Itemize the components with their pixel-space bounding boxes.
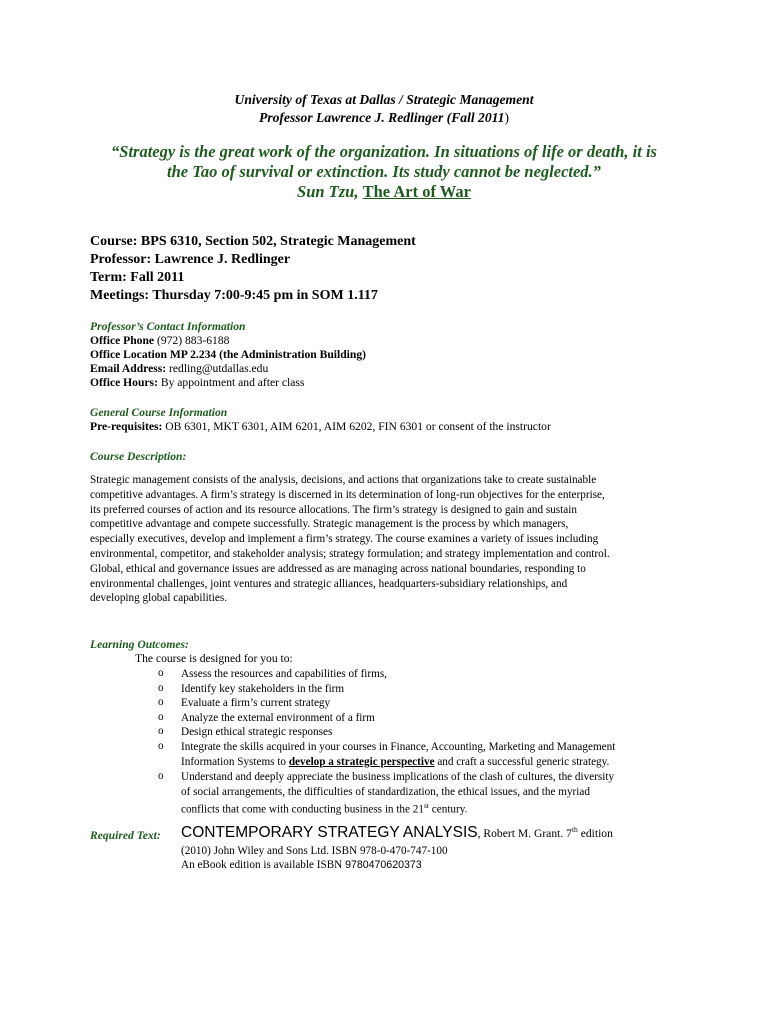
course-description-heading: Course Description: [90,450,187,463]
learning-outcomes-heading: Learning Outcomes: [90,638,189,651]
professor-term-heading [0,110,768,126]
outcome-item-integrate [181,740,615,769]
term-line: Term: Fall 2011 [90,270,185,285]
book-publisher-line: (2010) John Wiley and Sons Ltd. ISBN 978-0-470-747-100 [181,845,448,857]
bullet-marker: o [158,770,164,782]
email-value: redling@utdallas.edu [166,362,269,375]
description-line: Strategic management consists of the analysis, decisions, and actions that organizations take to create sustainable [90,474,597,486]
quote-work: The Art of War [362,182,471,201]
superscript-th: th [571,825,578,835]
outcome-item: Design ethical strategic responses [181,726,333,738]
outcome-item: Assess the resources and capabilities of firms, [181,668,387,680]
outcome-item-understand-line1: Understand and deeply appreciate the business implications of the clash of cultures, the diversity [181,771,615,783]
bullet-marker: o [158,725,164,737]
professor-term-close: ) [504,110,509,125]
general-info-heading: General Course Information [90,406,228,419]
understand-post: century. [429,803,468,816]
course-line: Course: BPS 6310, Section 502, Strategic Management [90,234,416,249]
ebook-isbn: 9780470620373 [345,859,422,871]
book-title: CONTEMPORARY STRATEGY ANALYSIS [181,824,478,841]
description-line: environmental challenges, joint ventures and strategic alliances, headquarters-subsidiary relationships, and [90,577,568,590]
professor-line: Professor: Lawrence J. Redlinger [90,252,291,267]
superscript-st: st [423,801,429,811]
office-location-text: Office Location MP 2.234 (the Administration Building) [90,348,366,361]
prereq-label: Pre-requisites: [90,420,163,433]
book-author: , Robert M. Grant. 7 [477,827,572,840]
bullet-marker: o [158,682,164,694]
quote-author: Sun Tzu, [297,182,359,201]
outcomes-intro: The course is designed for you to: [135,652,293,665]
university-course-heading: University of Texas at Dallas / Strategic Management [234,92,534,107]
bullet-marker: o [158,696,164,708]
required-book [181,824,613,842]
book-edition: edition [577,827,613,840]
office-phone-label: Office Phone [90,334,155,347]
description-line: its preferred courses of action and its resource allocations. The firm’s strategy is designed to gain and sustain [90,503,577,516]
quote-attribution [0,182,768,202]
office-location [90,348,366,361]
strategic-perspective-emphasis: develop a strategic perspective [288,755,435,768]
outcome-item-understand-line3 [181,799,614,817]
required-text-label: Required Text: [90,829,161,842]
outcome-item-integrate-line2 [181,755,615,770]
meetings-line: Meetings: Thursday 7:00-9:45 pm in SOM 1.117 [90,288,378,303]
description-line: developing global capabilities. [90,592,228,605]
bullet-marker: o [158,711,164,723]
email-label: Email Address: [90,362,167,375]
professor-term-text: Professor Lawrence J. Redlinger (Fall 2011 [259,110,505,125]
outcome-item: Analyze the external environment of a firm [181,712,375,724]
integrate-post: and craft a successful generic strategy. [434,755,610,768]
description-line: especially executives, develop and implement a firm’s strategy. The course examines a variety of issues including [90,533,599,546]
outcome-item: Evaluate a firm’s current strategy [181,697,331,709]
description-line: Global, ethical and governance issues are addressed as are managing across national boundaries, responding to [90,562,586,575]
office-phone [90,334,229,347]
understand-pre: conflicts that come with conducting business in the 21 [181,803,424,816]
bullet-marker: o [158,740,164,752]
ebook-text: An eBook edition is available ISBN [181,859,346,871]
outcome-item-integrate-line1: Integrate the skills acquired in your courses in Finance, Accounting, Marketing and Management [181,741,616,753]
contact-heading: Professor’s Contact Information [90,320,246,333]
prereq-value: OB 6301, MKT 6301, AIM 6201, AIM 6202, FIN 6301 or consent of the instructor [162,420,551,433]
office-hours [90,376,304,389]
integrate-pre: Information Systems to [181,755,289,768]
description-line: competitive advantages. A firm’s strategy is discerned in its determination of long-run objectives for the enterprise, [90,488,605,501]
description-line: environmental, competitor, and stakeholder analysis; strategy formulation; and strategy implementation and control. [90,547,610,560]
office-hours-value: By appointment and after class [157,376,305,389]
office-hours-label: Office Hours: [90,376,158,389]
prerequisites [90,420,551,433]
bullet-marker: o [158,667,164,679]
office-phone-value: (972) 883-6188 [154,334,230,347]
description-line: competitive advantage and compete successfully. Strategic management is the process by which managers, [90,518,569,531]
outcome-item: Identify key stakeholders in the firm [181,683,345,695]
ebook-line [181,859,422,871]
quote-line-2: the Tao of survival or extinction. Its study cannot be neglected.” [167,162,601,181]
course-description-body [90,473,690,606]
quote-line-1: “Strategy is the great work of the organization. In situations of life or death, it is [111,142,657,161]
outcome-item-understand [181,770,614,818]
outcome-item-understand-line2: of social arrangements, the difficulties of standardization, the ethical issues, and the myriad [181,785,590,798]
email-address [90,362,268,375]
